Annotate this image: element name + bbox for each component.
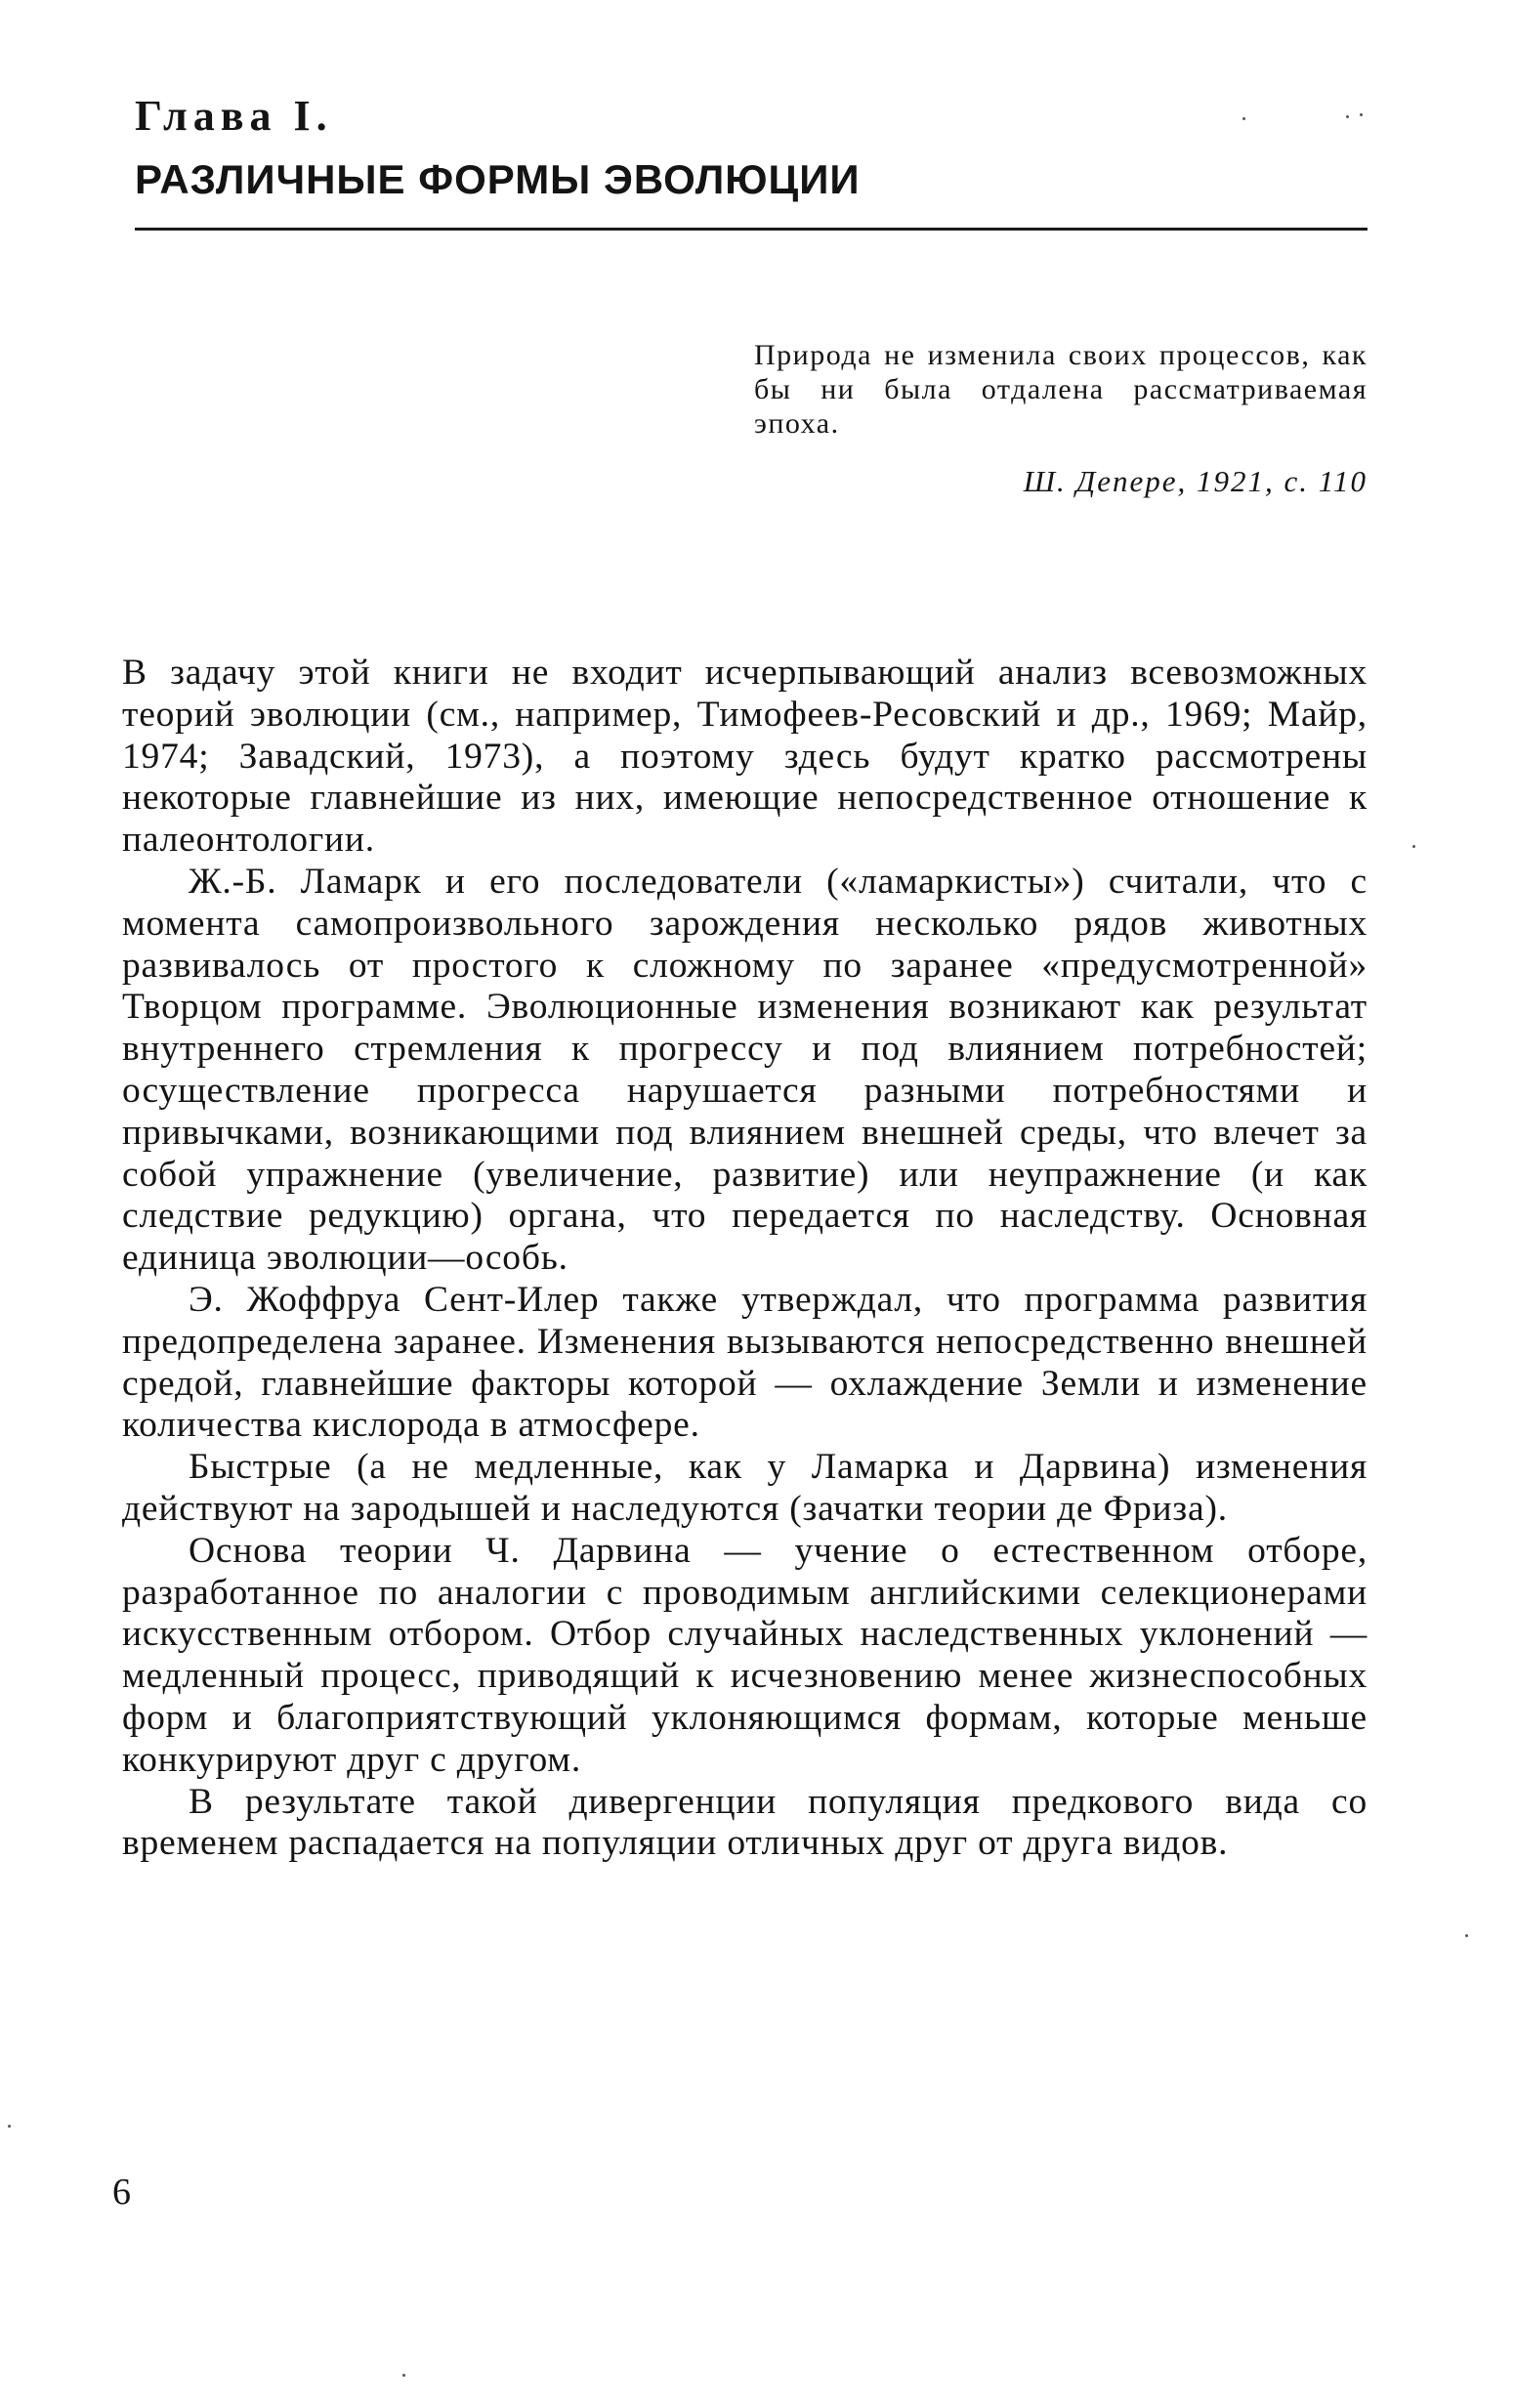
paragraph-lamarck: Ж.-Б. Ламарк и его последователи («ламаркисты») считали, что с момента самопроизвольного зарождения несколько рядов животных развивалось от простого к сложному по заранее «предусмотренной» Творцом программе. Эволюционные изменения возникают как результат внутреннего стремления к прогрессу и под влиянием потребностей; осуществление прогресса нарушается разными потребностями и привычками, возникающими под влиянием внешней среды, что влечет за собой упражнение (увеличение, развитие) или неупражнение (и как следствие редукцию) органа, что передается по наследству. Основная единица эволюции—особь. [122, 861, 1368, 1279]
epigraph-quote: Природа не изменила своих процессов, как бы ни была отдалена рассматриваемая эпоха. [754, 339, 1368, 440]
paragraph-divergence: В результате такой дивергенции популяция предкового вида со временем распадается на популяции отличных друг от друга видов. [122, 1781, 1368, 1864]
paragraph-darwin: Основа теории Ч. Дарвина — учение о естественном отборе, разработанное по аналогии с проводимым английскими селекционерами искусственным отбором. Отбор случайных наследственных уклонений — медленный процесс, приводящий к исчезновению менее жизнеспособных форм и благоприятствующий уклоняющимся формам, которые меньше конкурируют друг с другом. [122, 1530, 1368, 1780]
scan-speck [8, 2125, 11, 2128]
scan-speck [1412, 845, 1415, 848]
scan-speck [402, 2374, 405, 2377]
paragraph-intro: В задачу этой книги не входит исчерпывающий анализ всевозможных теорий эволюции (см., например, Тимофеев-Ресовский и др., 1969; Майр, 1974; Завадский, 1973), а поэтому здесь будут кратко рассмотрены некоторые главнейшие из них, имеющие непосредственное отношение к палеонтологии. [122, 653, 1368, 861]
scan-speck [1242, 117, 1245, 120]
body-text [122, 653, 1368, 1865]
title-divider [135, 228, 1368, 231]
epigraph-source: Ш. Депере, 1921, с. 110 [1023, 464, 1368, 498]
chapter-label: Глава I. [135, 92, 333, 140]
paragraph-geoffroy: Э. Жоффруа Сент-Илер также утверждал, что программа развития предопределена заранее. Изменения вызываются непосредственно внешней средой, главнейшие факторы которой — охлаждение Земли и изменение количества кислорода в атмосфере. [122, 1279, 1368, 1446]
scan-speck [1360, 113, 1363, 116]
scan-speck [1346, 115, 1349, 118]
chapter-title: РАЗЛИЧНЫЕ ФОРМЫ ЭВОЛЮЦИИ [135, 156, 861, 202]
page-number: 6 [112, 2172, 131, 2213]
paragraph-rapid-changes: Быстрые (а не медленные, как у Ламарка и Дарвина) изменения действуют на зародышей и наследуются (зачатки теории де Фриза). [122, 1447, 1368, 1529]
scan-speck [1465, 1934, 1468, 1937]
